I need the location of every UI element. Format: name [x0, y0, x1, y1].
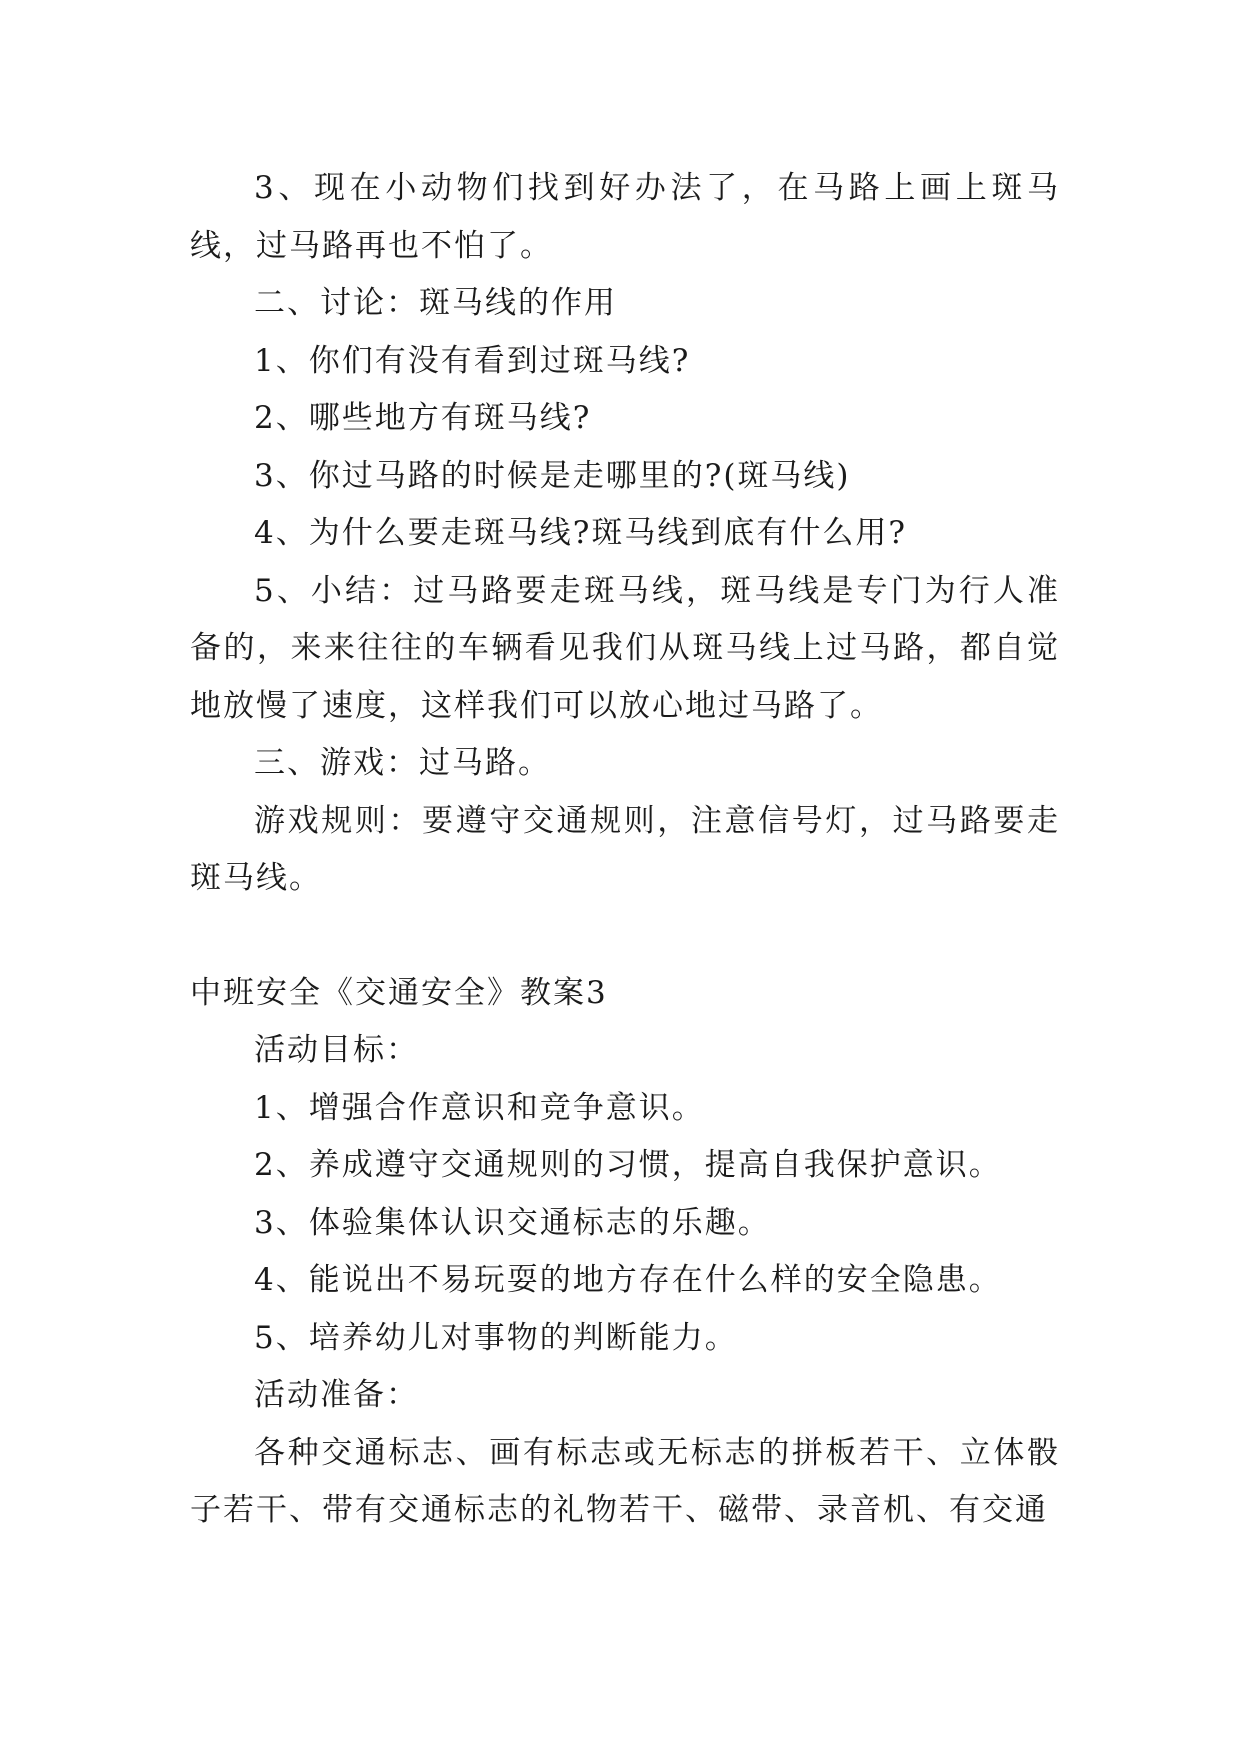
- paragraph-question-4: 4、为什么要走斑马线?斑马线到底有什么用?: [254, 515, 907, 551]
- paragraph-step-3-zebra-crossing: 3、现在小动物们找到好办法了，在马路上画上斑马线，过马路再也不怕了。: [190, 170, 1060, 264]
- paragraph-objective-2: 2、养成遵守交通规则的习惯，提高自我保护意识。: [254, 1147, 1002, 1183]
- paragraph-objectives-heading: 活动目标：: [254, 1032, 419, 1068]
- paragraph-summary: 5、小结：过马路要走斑马线，斑马线是专门为行人准备的，来来往往的车辆看见我们从斑马线上过马路，都自觉地放慢了速度，这样我们可以放心地过马路了。: [190, 572, 1060, 724]
- paragraph-discussion-heading: 二、讨论：斑马线的作用: [254, 285, 617, 321]
- paragraph-objective-4: 4、能说出不易玩耍的地方存在什么样的安全隐患。: [254, 1262, 1002, 1298]
- section-title: 中班安全《交通安全》教案3: [190, 974, 608, 1011]
- paragraph-objective-1: 1、增强合作意识和竞争意识。: [254, 1089, 705, 1126]
- paragraph-question-3: 3、你过马路的时候是走哪里的?(斑马线): [254, 457, 851, 494]
- paragraph-question-1: 1、你们有没有看到过斑马线?: [254, 342, 691, 379]
- paragraph-preparation-heading: 活动准备：: [254, 1377, 419, 1413]
- paragraph-game-heading: 三、游戏：过马路。: [254, 745, 551, 781]
- document-body: [190, 160, 1060, 1540]
- paragraph-preparation-materials: 各种交通标志、画有标志或无标志的拼板若干、立体骰子若干、带有交通标志的礼物若干、磁带、录音机、有交通: [190, 1434, 1060, 1528]
- paragraph-game-rules: 游戏规则：要遵守交通规则，注意信号灯，过马路要走斑马线。: [190, 802, 1060, 896]
- paragraph-objective-5: 5、培养幼儿对事物的判断能力。: [254, 1319, 738, 1356]
- paragraph-question-2: 2、哪些地方有斑马线?: [254, 400, 592, 436]
- paragraph-objective-3: 3、体验集体认识交通标志的乐趣。: [254, 1204, 771, 1241]
